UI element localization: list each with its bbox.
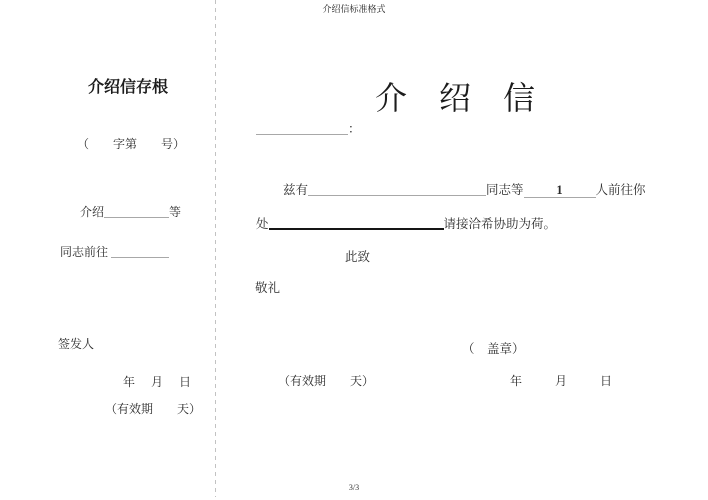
stub-intro-prefix: 介绍: [80, 205, 105, 219]
stub-intro-suffix: 等: [169, 205, 182, 219]
letter-salutation-line: [256, 122, 361, 136]
letter-name-blank: [308, 184, 486, 196]
stub-forward-label: 同志前往: [60, 245, 112, 259]
letter-line1-mid: 同志等: [486, 183, 524, 197]
letter-salutation-colon: ：: [348, 122, 361, 136]
letter-closing-salute: 敬礼: [255, 281, 281, 295]
letter-purpose-blank: [269, 218, 444, 230]
stub-title: 介绍信存根: [88, 79, 169, 96]
stub-intro-blank: [104, 206, 169, 218]
letter-recipient-blank: [256, 123, 348, 135]
letter-validity-line: （有效期 天）: [278, 374, 375, 388]
letter-date-line: 年 月 日: [510, 374, 616, 388]
letter-line2-suffix: 请接洽希协助为荷。: [443, 217, 557, 231]
stub-validity-line: （有效期 天）: [105, 402, 202, 416]
stub-issuer-label: 签发人: [58, 337, 95, 351]
letter-title: 介 绍 信: [374, 80, 535, 116]
stub-serial-line: （ 字第 号）: [77, 137, 186, 151]
letter-body-line1: [283, 183, 646, 198]
letter-line2-prefix: 处: [256, 217, 269, 231]
letter-closing-respect: 此致: [345, 250, 371, 264]
document-header-title: 介绍信标准格式: [322, 4, 386, 14]
stub-intro-line: [80, 206, 181, 220]
letter-seal-label: （ 盖章）: [462, 342, 525, 356]
letter-line1-prefix: 兹有: [283, 183, 309, 197]
stub-forward-blank: [111, 246, 169, 258]
stub-forward-line: [60, 246, 169, 260]
letter-count-blank: [524, 183, 596, 198]
letter-body-line2: [256, 217, 556, 231]
letter-count-value: 1: [556, 183, 563, 197]
page-number: 3/3: [348, 483, 360, 492]
stub-cut-divider: [215, 0, 216, 497]
stub-date-line: 年 月 日: [123, 375, 194, 389]
letter-line1-suffix: 人前往你: [595, 183, 646, 197]
